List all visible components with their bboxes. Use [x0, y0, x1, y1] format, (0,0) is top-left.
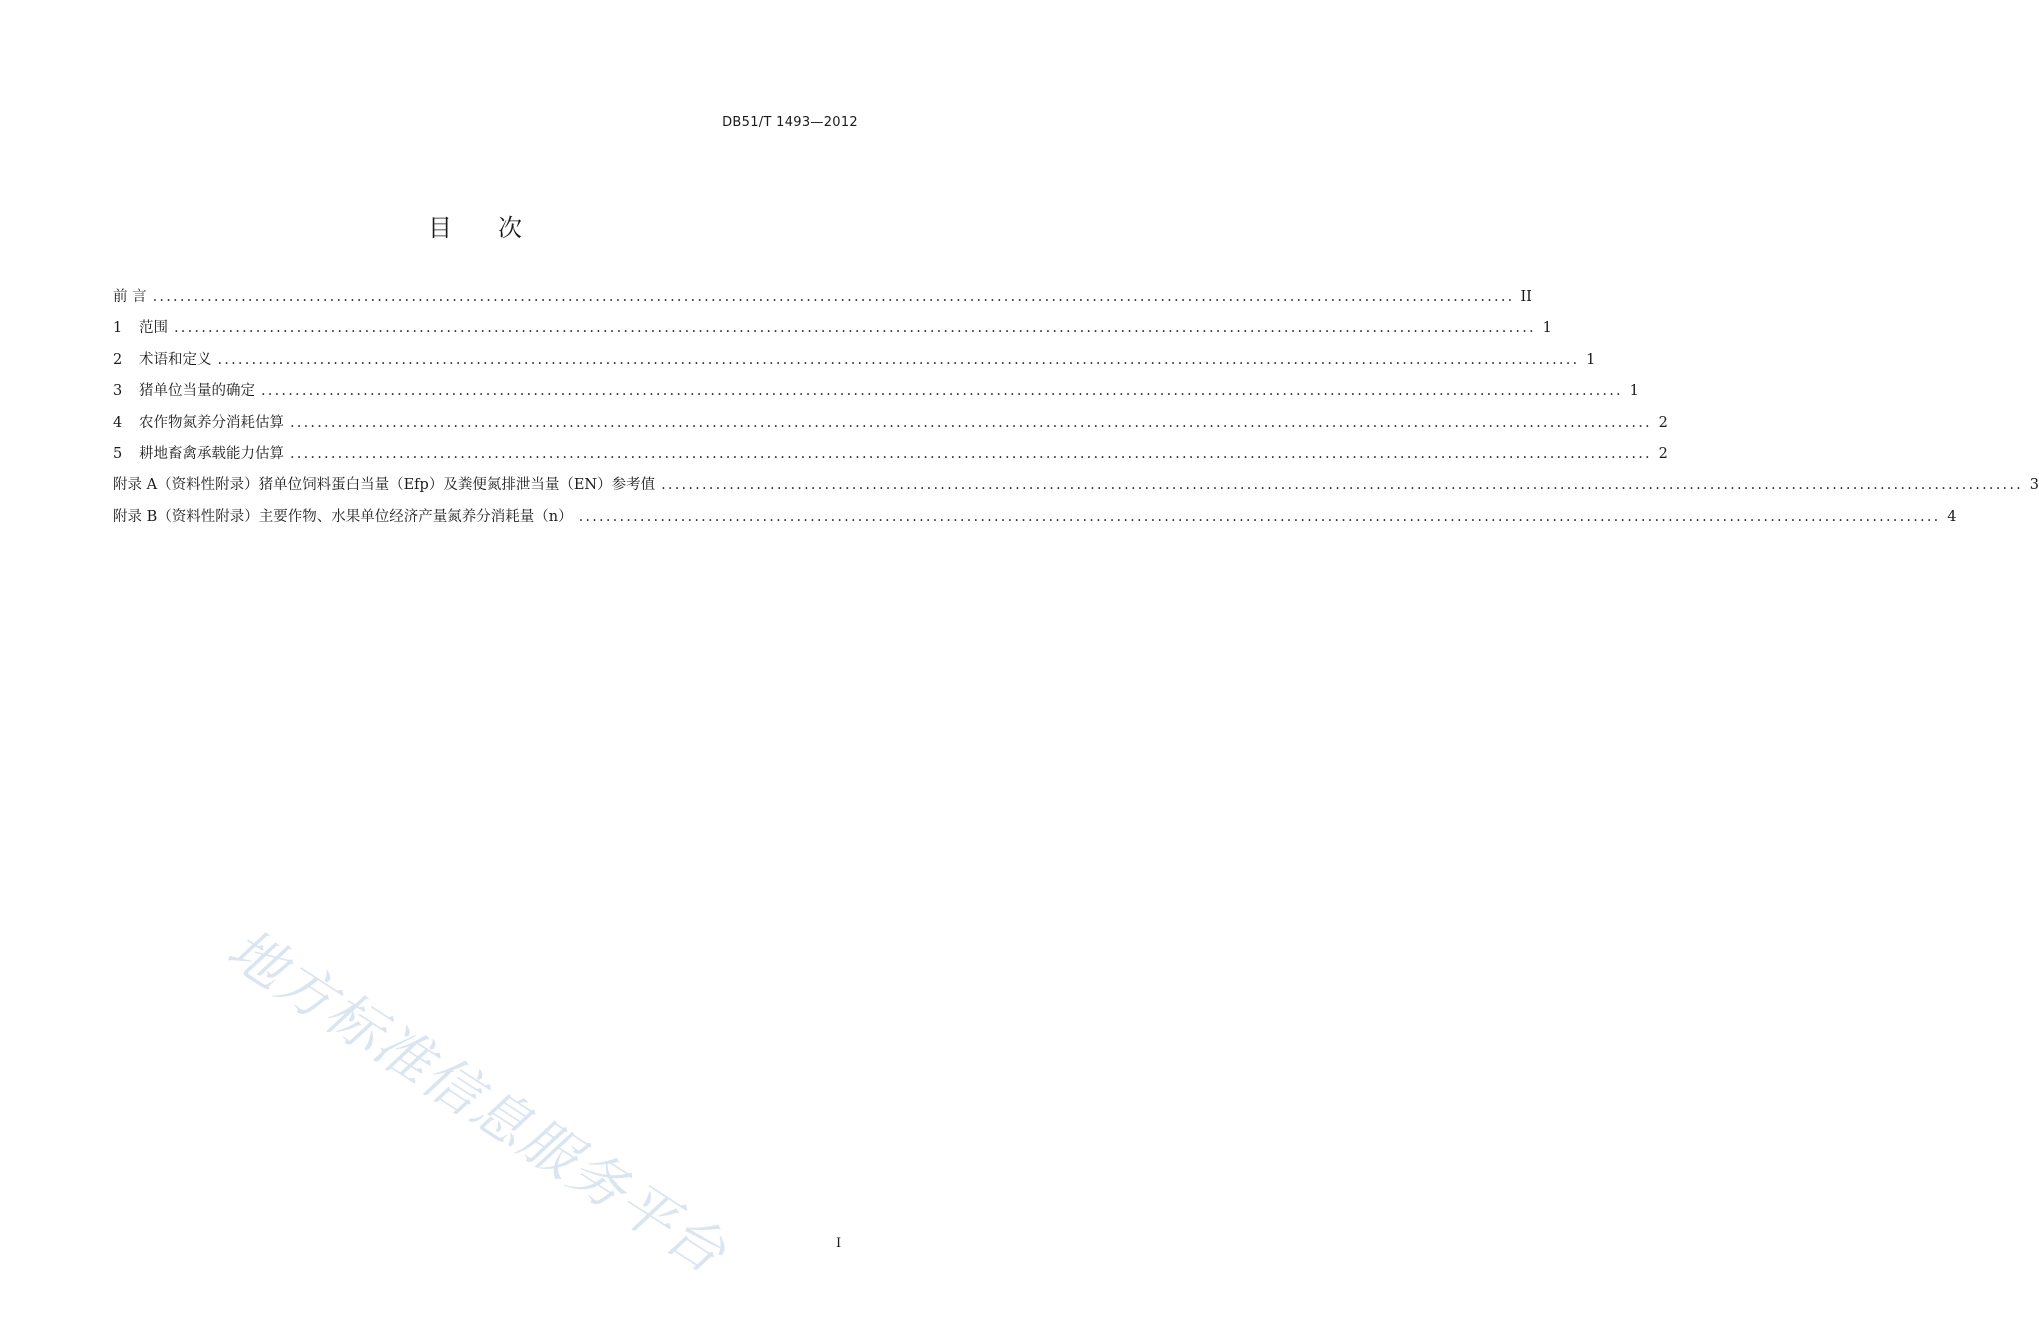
toc-entry-label: 农作物氮养分消耗估算 [139, 414, 284, 431]
toc-leader-dots: ........................................................................................................................................................................................................ [217, 351, 1580, 368]
toc-entry-4[interactable] [113, 408, 1668, 439]
toc-entry-foreword[interactable] [113, 282, 1532, 313]
toc-entry-number: 5 [113, 445, 123, 462]
toc-entry-page: 1 [1542, 320, 1552, 337]
toc-leader-dots: ........................................................................................................................................................................................................ [661, 477, 2023, 494]
toc-entry-number: 2 [113, 351, 123, 368]
toc-title-char-2: 次 [498, 214, 522, 242]
toc-leader-dots: ........................................................................................................................................................................................................ [290, 445, 1652, 462]
toc-appendix-prefix: 附录 B（资料性附录） [113, 508, 259, 525]
toc-entry-2[interactable] [113, 345, 1596, 376]
toc-entry-page: 2 [1658, 414, 1668, 431]
toc-entry-appendix-b[interactable] [113, 502, 1957, 533]
toc-entry-label: 术语和定义 [139, 351, 212, 368]
toc-appendix-prefix: 附录 A（资料性附录） [113, 477, 259, 494]
toc-entry-page: II [1520, 289, 1532, 305]
toc-entry-page: 2 [1658, 445, 1668, 462]
toc-leader-dots: ........................................................................................................................................................................................................ [152, 289, 1515, 305]
toc-leader-dots: ........................................................................................................................................................................................................ [261, 383, 1623, 400]
toc-entry-5[interactable] [113, 439, 1668, 470]
toc-entry-label: 范围 [139, 320, 168, 337]
toc-entry-3[interactable] [113, 376, 1639, 407]
toc-entry-number: 4 [113, 414, 123, 431]
toc-entry-label: 前 言 [113, 289, 147, 305]
toc-leader-dots: ........................................................................................................................................................................................................ [290, 414, 1652, 431]
toc-leader-dots: ........................................................................................................................................................................................................ [578, 508, 1941, 525]
toc-entry-page: 3 [2029, 477, 2039, 494]
toc-entry-1[interactable] [113, 313, 1552, 344]
toc-entry-number: 3 [113, 383, 123, 400]
toc-entry-label: 猪单位当量的确定 [139, 383, 255, 400]
toc-entry-appendix-a[interactable] [113, 470, 2039, 501]
page-number: I [836, 1236, 842, 1251]
toc-leader-dots: ........................................................................................................................................................................................................ [174, 320, 1536, 337]
toc-entry-label: 耕地畜禽承载能力估算 [139, 445, 284, 462]
toc-title [0, 208, 950, 243]
toc-entry-label: 主要作物、水果单位经济产量氮养分消耗量（n） [258, 508, 573, 525]
toc-entry-page: 1 [1586, 351, 1596, 368]
document-code: DB51/T 1493—2012 [722, 115, 858, 130]
toc-entry-number: 1 [113, 320, 123, 337]
toc-entry-page: 1 [1629, 383, 1639, 400]
toc-title-char-1: 目 [428, 214, 452, 242]
watermark: 地方标准信息服务平台 [215, 916, 738, 1287]
toc-entry-label: 猪单位饲料蛋白当量（Efp）及粪便氮排泄当量（EN）参考值 [258, 477, 656, 494]
table-of-contents [113, 282, 2039, 533]
toc-entry-page: 4 [1947, 508, 1957, 525]
